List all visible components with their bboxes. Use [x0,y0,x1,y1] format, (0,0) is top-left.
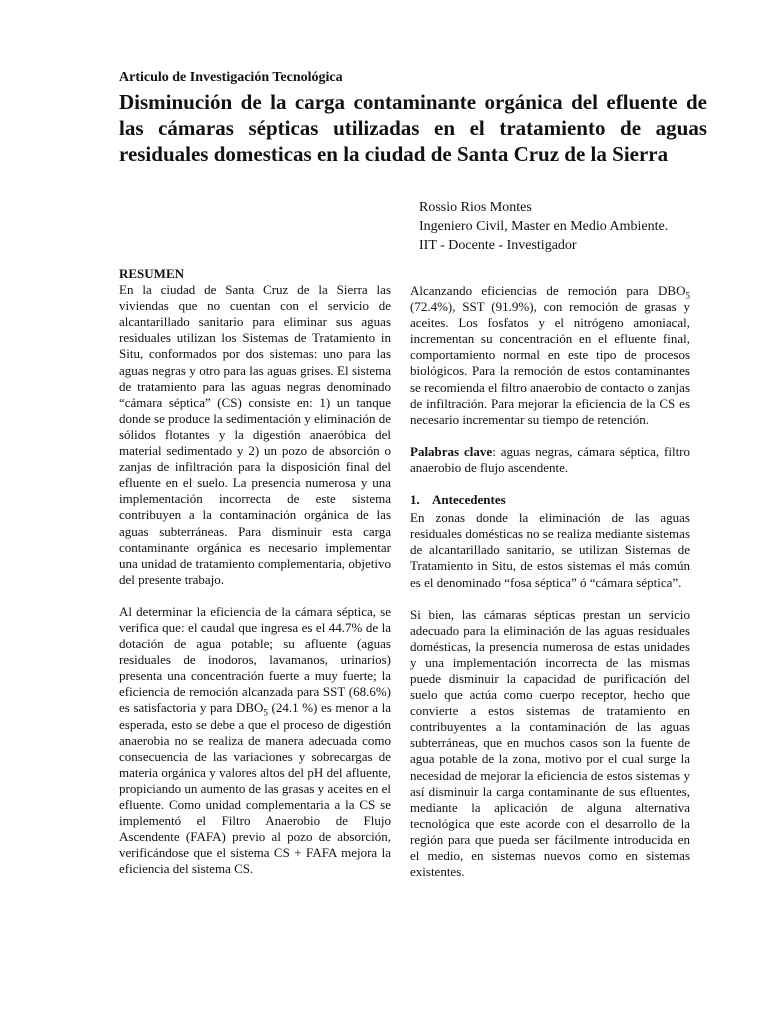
keywords-text: : aguas negras, cámara séptica, filtro anaerobio de flujo ascendente. [410,443,691,475]
article-title: Disminución de la carga contaminante orgánica del efluente de las cámaras sépticas utilizadas en el tratamiento de aguas residuales domesticas en la ciudad de Santa Cruz de la Sierra [119,90,707,166]
abstract-heading: RESUMEN [119,266,185,281]
subscript-5: 5 [685,290,690,301]
author-degree: Ingeniero Civil, Master en Medio Ambiente. [419,219,669,234]
abstract-text-3b: (72.4%), SST (91.9%), con remoción de grasas y aceites. Los fosfatos y el nitrógeno amoniacal, incrementan su concentración en el efluente final, comportamiento normal en este tipo de procesos biológicos. Para la remoción de estos contaminantes se recomienda el filtro anaerobio de contacto o zanjas de infiltración. Para mejorar la eficiencia de la CS es necesario incrementar su tiempo de retención. [410,299,690,427]
author-block [419,198,668,255]
keywords-paragraph [410,444,690,476]
keywords-label: Palabras clave [410,443,493,459]
author-affiliation: IIT - Docente - Investigador [419,238,577,253]
section-1-paragraph-1: En zonas donde la eliminación de las aguas residuales domésticas no se realiza mediante sistemas de alcantarillado sanitario, se utilizan Sistemas de Tratamiento in Situ, de estos sistemas el más común es el denominado “fosa séptica” ó “cámara séptica”. [410,510,690,590]
section-1-number: 1. [410,492,420,508]
subscript-5: 5 [263,708,268,719]
abstract-text-2b: (24.1 %) es menor a la esperada, esto se debe a que el proceso de digestión anaerobia no se realiza de manera adecuada como consecuencia de las variaciones y sobrecargas de materia orgánica y valores altos del pH del afluente, propiciando un aumento de las grasas y aceites en el efluente. Como unidad complementaria a la CS se implementó el Filtro Anaerobio de Flujo Ascendente (FAFA) previo al pozo de absorción, verificándose que el sistema CS + FAFA mejora la eficiencia del sistema CS. [119,700,392,877]
abstract-paragraph-3 [410,283,690,428]
article-category: Articulo de Investigación Tecnológica [119,70,343,85]
abstract-text-3a: Alcanzando eficiencias de remoción para DBO [410,283,686,298]
abstract-paragraph-2 [119,604,391,878]
abstract-text-1: En la ciudad de Santa Cruz de la Sierra las viviendas que no cuentan con el servicio de alcantarillado sanitario para eliminar sus aguas residuales utilizan los Sistemas de Tratamiento in Situ, conformados por dos sistemas: uno para las aguas negras y otro para las aguas grises. El sistema de tratamiento para las aguas negras denominado “cámara séptica” (CS) consiste en: 1) un tanque donde se produce la sedimentación y eliminación de sólidos flotantes y la digestión anaeróbica del material sedimentado y 2) un pozo de absorción o zanjas de infiltración para la disposición final del efluente en el suelo. La presencia numerosa y una implementación incorrecta de este sistema contribuyen a la contaminación orgánica de las aguas subterráneas. Para disminuir esta carga contaminante orgánica es necesario implementar una unidad de tratamiento complementaria, objetivo del presente trabajo. [119,282,391,587]
left-column [119,266,391,893]
section-1-title: Antecedentes [432,492,506,508]
right-column [410,283,690,896]
author-name: Rossio Rios Montes [419,200,532,215]
section-1-paragraph-2: Si bien, las cámaras sépticas prestan un servicio adecuado para la eliminación de las aguas residuales domésticas, la presencia numerosa de estas unidades y una implementación incorrecta de las mismas puede disminuir la capacidad de purificación del suelo que actúa como cuerpo receptor, hecho que convierte a estos sistemas de tratamiento en contribuyentes a la contaminación de las aguas subterráneas, que en muchos casos son la fuente de agua potable de la zona, motivo por el cual surge la necesidad de mejorar la eficiencia de estos sistemas y así disminuir la carga contaminante de sus efluentes, mediante la aplicación de alguna alternativa tecnológica que este acorde con el desarrollo de la región para que pueda ser fácilmente introducida en el medio, en sistemas nuevos como en sistemas existentes. [410,606,690,880]
abstract-text-2a: Al determinar la eficiencia de la cámara séptica, se verifica que: el caudal que ingresa es el 44.7% de la dotación de agua potable; su afluente (aguas residuales de inodoros, lavamanos, urinarios) presenta una concentración fuerte a muy fuerte; la eficiencia de remoción alcanzada para SST (68.6%) es satisfactoria y para DBO [119,603,391,716]
section-1-heading [410,492,690,508]
abstract-paragraph-1 [119,266,391,588]
